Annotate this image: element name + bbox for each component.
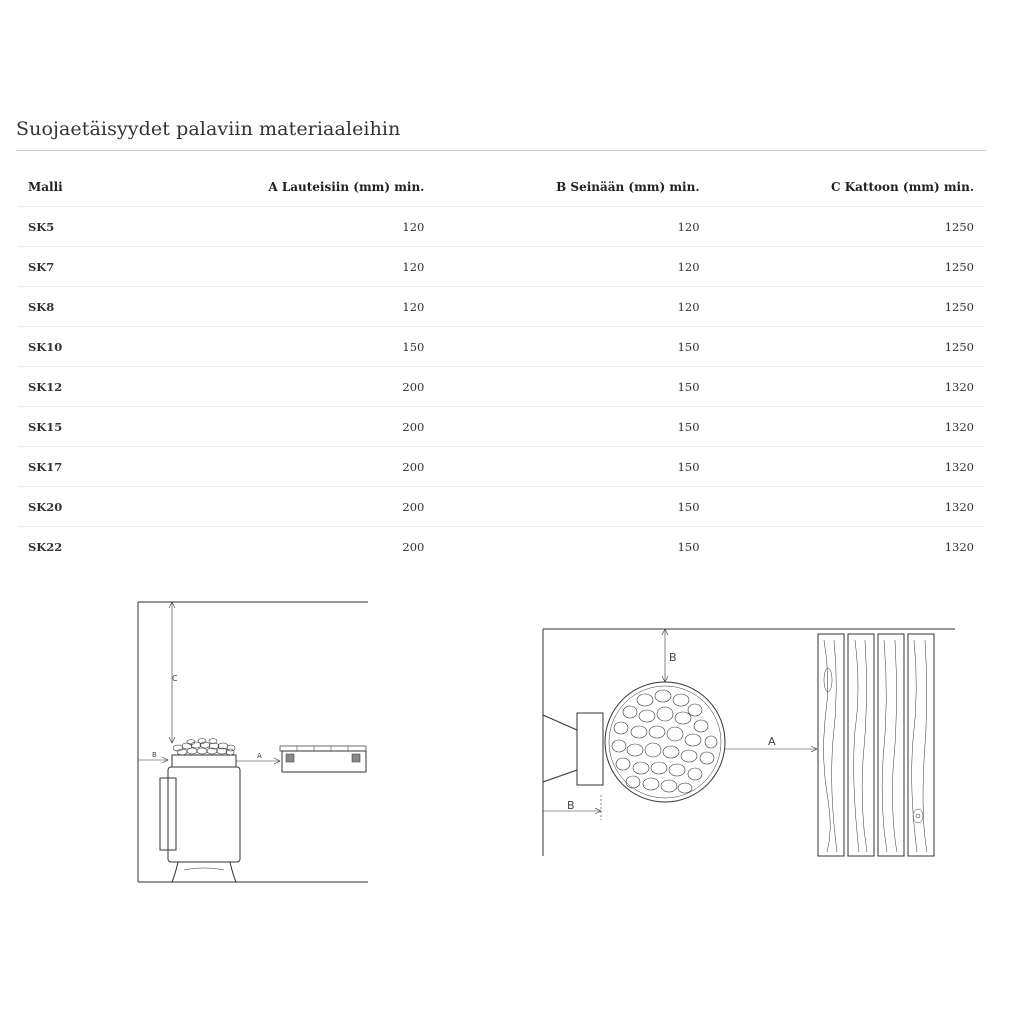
label-a: A [257,752,262,760]
c-cell: 1320 [710,367,984,407]
model-cell: SK7 [18,247,138,287]
side-view-diagram [130,595,375,894]
a-cell: 200 [138,447,434,487]
a-cell: 120 [138,287,434,327]
sauna-bench [280,746,366,772]
model-cell: SK15 [18,407,138,447]
c-cell: 1250 [710,247,984,287]
table-row [18,247,984,287]
c-cell: 1320 [710,407,984,447]
wall-mount-bracket [543,713,603,785]
model-cell: SK17 [18,447,138,487]
a-cell: 120 [138,247,434,287]
page-title: Suojaetäisyydet palaviin materiaaleihin [16,118,401,140]
heater-stones-top [612,690,717,793]
table-row [18,287,984,327]
model-cell: SK20 [18,487,138,527]
table-row [18,207,984,247]
table-row [18,327,984,367]
top-clearance-line [662,629,668,682]
c-cell: 1320 [944,539,974,554]
model-cell: SK10 [18,327,138,367]
table-row [18,487,984,527]
c-cell: 1320 [710,447,984,487]
model-cell: SK22 [28,539,63,554]
model-cell: SK5 [18,207,138,247]
a-cell: 150 [138,327,434,367]
c-cell: 1250 [710,207,984,247]
b-cell: 120 [434,207,709,247]
heater-stones [173,739,235,756]
b-cell: 150 [434,327,709,367]
ceiling-clearance-line [169,602,175,743]
label-b-top: B [669,651,677,664]
a-cell: 200 [138,407,434,447]
clearance-table [18,168,984,566]
column-header-b: B Seinään (mm) min. [434,168,709,207]
label-b-side: B [567,799,575,812]
top-view-diagram [535,620,960,869]
c-cell: 1250 [710,287,984,327]
model-cell: SK12 [18,367,138,407]
b-cell: 150 [677,539,700,554]
c-cell: 1250 [710,327,984,367]
a-cell: 200 [402,539,425,554]
table-header-row [18,168,984,207]
a-cell: 200 [138,487,434,527]
table-row [18,367,984,407]
table-row [18,447,984,487]
heater-body [160,755,240,882]
b-cell: 120 [434,287,709,327]
column-header-a: A Lauteisiin (mm) min. [138,168,434,207]
b-cell: 120 [434,247,709,287]
bench-planks [818,634,934,856]
b-cell: 150 [434,447,709,487]
label-a-top: A [768,735,776,748]
label-c: C [172,674,178,683]
label-b: B [152,751,157,759]
column-header-model: Malli [18,168,138,207]
table-row [18,407,984,447]
a-cell: 200 [138,367,434,407]
c-cell: 1320 [710,487,984,527]
table-row [18,527,984,567]
heater-round-body [605,682,725,802]
title-divider [16,150,986,151]
b-cell: 150 [434,487,709,527]
b-cell: 150 [434,407,709,447]
b-cell: 150 [434,367,709,407]
model-cell: SK8 [18,287,138,327]
column-header-c: C Kattoon (mm) min. [710,168,984,207]
a-cell: 120 [138,207,434,247]
